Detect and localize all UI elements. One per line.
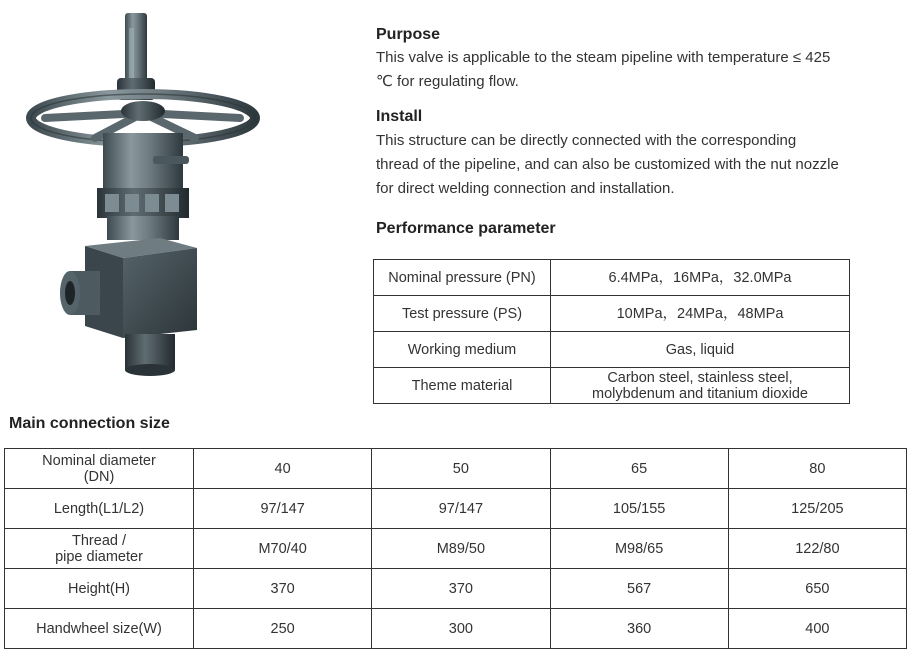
row-value: 10MPa，24MPa，48MPa — [551, 296, 850, 332]
table-row — [5, 529, 907, 569]
install-heading: Install — [376, 108, 423, 125]
row-label: Theme material — [374, 368, 551, 404]
row-value — [551, 368, 850, 404]
row-value: Gas, liquid — [551, 332, 850, 368]
row-label: Nominal pressure (PN) — [374, 260, 551, 296]
row-label — [5, 529, 194, 569]
purpose-text-line: ℃ for regulating flow. — [376, 73, 519, 90]
purpose-heading: Purpose — [376, 26, 441, 43]
table-cell: 650 — [728, 569, 906, 609]
row-value-line: Carbon steel, stainless steel, — [607, 369, 793, 386]
table-row — [5, 449, 907, 489]
table-row — [374, 296, 850, 332]
row-value: 6.4MPa，16MPa，32.0MPa — [551, 260, 850, 296]
row-label-line: Nominal diameter — [42, 452, 156, 469]
row-label: Handwheel size(W) — [5, 609, 194, 649]
table-cell: 370 — [194, 569, 372, 609]
table-cell: 360 — [550, 609, 728, 649]
table-cell: 370 — [372, 569, 550, 609]
table-cell: 400 — [728, 609, 906, 649]
row-value-line: molybdenum and titanium dioxide — [591, 385, 808, 402]
table-cell: 105/155 — [550, 489, 728, 529]
row-label: Working medium — [374, 332, 551, 368]
row-label-line: pipe diameter — [55, 548, 143, 565]
table-cell: 250 — [194, 609, 372, 649]
table-cell: 97/147 — [372, 489, 550, 529]
main-connection-heading: Main connection size — [9, 415, 170, 432]
install-text-line: This structure can be directly connected with the corresponding — [376, 132, 797, 149]
table-cell: 97/147 — [194, 489, 372, 529]
table-cell: 40 — [194, 449, 372, 489]
table-row — [374, 368, 850, 404]
table-cell: 50 — [372, 449, 550, 489]
table-cell: M70/40 — [194, 529, 372, 569]
table-cell: 300 — [372, 609, 550, 649]
table-row — [374, 260, 850, 296]
table-row — [5, 489, 907, 529]
row-label-line: (DN) — [83, 468, 115, 485]
table-row — [374, 332, 850, 368]
row-label — [5, 449, 194, 489]
row-label: Test pressure (PS) — [374, 296, 551, 332]
table-cell: 65 — [550, 449, 728, 489]
purpose-text — [376, 46, 876, 94]
valve-product-image — [25, 8, 260, 378]
purpose-text-line: This valve is applicable to the steam pipeline with temperature ≤ 425 — [376, 49, 831, 66]
row-label-line: Thread / — [72, 532, 126, 549]
table-cell: 122/80 — [728, 529, 906, 569]
table-cell: 80 — [728, 449, 906, 489]
install-text-line: thread of the pipeline, and can also be customized with the nut nozzle — [376, 156, 839, 173]
table-row — [5, 569, 907, 609]
table-cell: 125/205 — [728, 489, 906, 529]
main-connection-table — [4, 448, 907, 649]
table-row — [5, 609, 907, 649]
install-text-line: for direct welding connection and installation. — [376, 180, 675, 197]
performance-heading: Performance parameter — [376, 220, 556, 237]
install-text — [376, 129, 886, 201]
table-cell: 567 — [550, 569, 728, 609]
table-cell: M89/50 — [372, 529, 550, 569]
row-label: Length(L1/L2) — [5, 489, 194, 529]
row-label: Height(H) — [5, 569, 194, 609]
table-cell: M98/65 — [550, 529, 728, 569]
performance-table — [373, 259, 850, 404]
